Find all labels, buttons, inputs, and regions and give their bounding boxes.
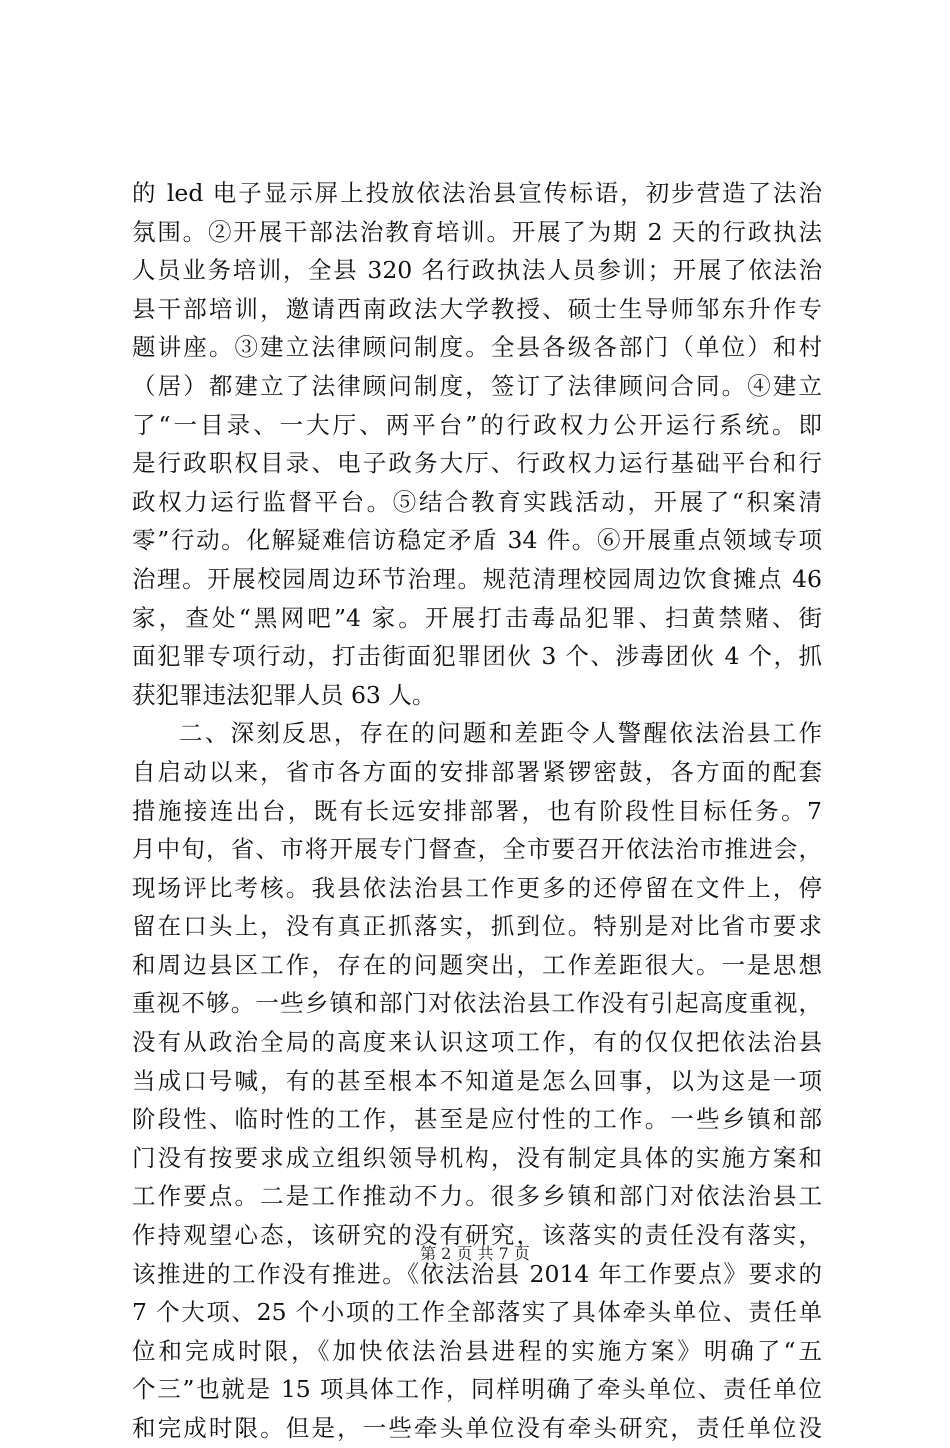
text-line: 门没有按要求成立组织领导机构，没有制定具体的实施方案和 (132, 1143, 822, 1172)
text-line: 人员业务培训，全县 320 名行政执法人员参训；开展了依法治 (132, 256, 822, 285)
text-line: 自启动以来，省市各方面的安排部署紧锣密鼓，各方面的配套 (132, 757, 822, 786)
text-line: 现场评比考核。我县依法治县工作更多的还停留在文件上，停 (132, 873, 822, 902)
text-line: 工作要点。二是工作推动不力。很多乡镇和部门对依法治县工 (132, 1182, 822, 1211)
text-line: 阶段性、临时性的工作，甚至是应付性的工作。一些乡镇和部 (132, 1105, 822, 1134)
text-line: 和完成时限。但是，一些牵头单位没有牵头研究，责任单位没 (132, 1414, 822, 1442)
text-line: 是行政职权目录、电子政务大厅、行政权力运行基础平台和行 (132, 449, 822, 478)
text-line: （居）都建立了法律顾问制度，签订了法律顾问合同。④建立 (132, 371, 822, 400)
text-line: 7 个大项、25 个小项的工作全部落实了具体牵头单位、责任单 (132, 1298, 822, 1327)
text-line: 氛围。②开展干部法治教育培训。开展了为期 2 天的行政执法 (132, 217, 822, 246)
text-line: 月中旬，省、市将开展专门督查，全市要召开依法治市推进会， (132, 835, 822, 864)
text-line: 个三”也就是 15 项具体工作，同样明确了牵头单位、责任单位 (132, 1375, 822, 1404)
text-line: 当成口号喊，有的甚至根本不知道是怎么回事，以为这是一项 (132, 1066, 822, 1095)
text-line: 题讲座。③建立法律顾问制度。全县各级各部门（单位）和村 (132, 333, 822, 362)
text-line: 治理。开展校园周边环节治理。规范清理校园周边饮食摊点 46 (132, 564, 822, 593)
text-line: 了“一目录、一大厅、两平台”的行政权力公开运行系统。即 (132, 410, 822, 439)
text-line: 重视不够。一些乡镇和部门对依法治县工作没有引起高度重视， (132, 989, 822, 1018)
text-line: 措施接连出台，既有长远安排部署，也有阶段性目标任务。7 (132, 796, 822, 825)
page-footer (0, 1243, 950, 1265)
text-line: 和周边县区工作，存在的问题突出，工作差距很大。一是思想 (132, 950, 822, 979)
text-line: 零”行动。化解疑难信访稳定矛盾 34 件。⑥开展重点领域专项 (132, 526, 822, 555)
text-line: 面犯罪专项行动，打击街面犯罪团伙 3 个、涉毒团伙 4 个，抓 (132, 642, 822, 671)
section-heading-line: 二、深刻反思，存在的问题和差距令人警醒依法治县工作 (179, 719, 822, 748)
page-number-label: 第 2 页 共 7 页 (420, 1244, 530, 1263)
text-line: 位和完成时限，《加快依法治县进程的实施方案》明确了“五 (132, 1336, 822, 1365)
text-line: 获犯罪违法犯罪人员 63 人。 (132, 680, 436, 709)
text-line: 县干部培训，邀请西南政法大学教授、硕士生导师邹东升作专 (132, 294, 822, 323)
text-line: 留在口头上，没有真正抓落实，抓到位。特别是对比省市要求 (132, 912, 822, 941)
text-line: 的 led 电子显示屏上投放依法治县宣传标语，初步营造了法治 (132, 179, 822, 207)
text-line: 政权力运行监督平台。⑤结合教育实践活动，开展了“积案清 (132, 487, 822, 516)
text-line: 家，查处“黑网吧”4 家。开展打击毒品犯罪、扫黄禁赌、街 (132, 603, 822, 632)
text-line: 作持观望心态，该研究的没有研究，该落实的责任没有落实， (132, 1221, 822, 1250)
text-line: 该推进的工作没有推进。《依法治县 2014 年工作要点》要求的 (132, 1259, 822, 1288)
text-line: 没有从政治全局的高度来认识这项工作，有的仅仅把依法治县 (132, 1028, 822, 1057)
